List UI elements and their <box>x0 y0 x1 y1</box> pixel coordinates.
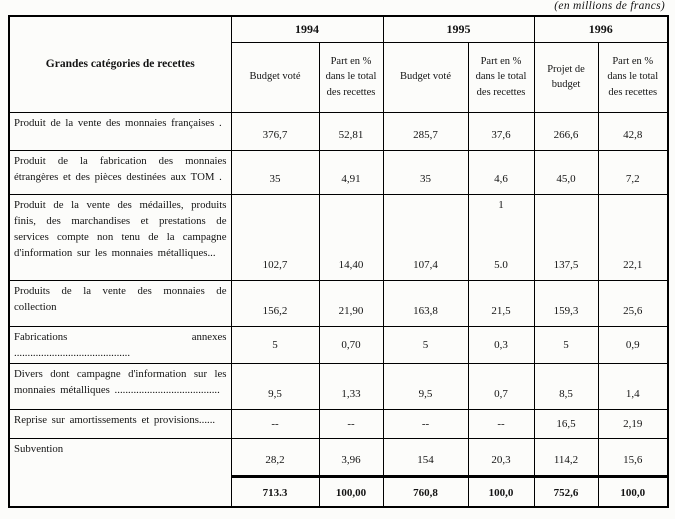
table-row <box>9 326 668 363</box>
table-row <box>9 112 668 150</box>
row-label: Divers dont campagne d'information sur les monnaies métalliques ....................................... <box>9 363 231 409</box>
row-label: Produits de la vente des monnaies de collection <box>9 280 231 326</box>
total-value: 752,6 <box>534 476 598 507</box>
cell-value: 8,5 <box>534 363 598 409</box>
row-label: Reprise sur amortissements et provisions...... <box>9 409 231 438</box>
header-year-row <box>9 16 668 42</box>
total-value: 760,8 <box>383 476 468 507</box>
cell-value: 9,5 <box>383 363 468 409</box>
table-row <box>9 280 668 326</box>
cell-value: 107,4 <box>383 194 468 280</box>
cell-value: 7,2 <box>598 150 668 194</box>
cell-value: -- <box>383 409 468 438</box>
total-value: 100,0 <box>598 476 668 507</box>
cell-value: 21,90 <box>319 280 383 326</box>
cell-value: 5 <box>534 326 598 363</box>
cell-value: 266,6 <box>534 112 598 150</box>
cell-value: 5 <box>231 326 319 363</box>
cell-value: 114,2 <box>534 438 598 476</box>
cell-value: 25,6 <box>598 280 668 326</box>
col-header-1994-budget: Budget voté <box>231 42 319 112</box>
cell-value: 15,6 <box>598 438 668 476</box>
cell-value: 45,0 <box>534 150 598 194</box>
cell-value: 0,9 <box>598 326 668 363</box>
col-header-1996-share: Part en % dans le total des recettes <box>598 42 668 112</box>
year-header-1996: 1996 <box>534 16 668 42</box>
row-label: Produit de la vente des médailles, produits finis, des marchandises et prestations de services compte non tenu de la campagne d'information sur les monnaies métalliques... <box>9 194 231 280</box>
cell-value: 5 <box>383 326 468 363</box>
cell-value: 376,7 <box>231 112 319 150</box>
cell-value: 285,7 <box>383 112 468 150</box>
budget-revenue-table <box>8 15 669 508</box>
cell-value: 35 <box>231 150 319 194</box>
cell-value: 163,8 <box>383 280 468 326</box>
row-label: Subvention <box>9 438 231 507</box>
cell-value: 42,8 <box>598 112 668 150</box>
table-row <box>9 438 668 476</box>
cell-value: 28,2 <box>231 438 319 476</box>
cell-value: 3,96 <box>319 438 383 476</box>
row-label: Produit de la fabrication des monnaies étrangères et des pièces destinées aux TOM . <box>9 150 231 194</box>
cell-value-fragment-bottom: 5.0 <box>494 258 508 271</box>
table-row <box>9 363 668 409</box>
cell-value: 37,6 <box>468 112 534 150</box>
cell-value: 102,7 <box>231 194 319 280</box>
cell-value: 52,81 <box>319 112 383 150</box>
cell-value: 21,5 <box>468 280 534 326</box>
cell-value: 159,3 <box>534 280 598 326</box>
total-value: 100,00 <box>319 476 383 507</box>
cell-value: -- <box>231 409 319 438</box>
cell-value: 0,3 <box>468 326 534 363</box>
table-row <box>9 150 668 194</box>
row-label: Produit de la vente des monnaies françaises . <box>9 112 231 150</box>
cell-value: 156,2 <box>231 280 319 326</box>
cell-value: -- <box>319 409 383 438</box>
total-value: 100,0 <box>468 476 534 507</box>
cell-value: 1,4 <box>598 363 668 409</box>
table-row <box>9 194 668 280</box>
corner-header: Grandes catégories de recettes <box>9 16 231 112</box>
table-row <box>9 409 668 438</box>
cell-value-split <box>468 194 534 280</box>
cell-value: 0,7 <box>468 363 534 409</box>
col-header-1995-budget: Budget voté <box>383 42 468 112</box>
col-header-1996-budget: Projet de budget <box>534 42 598 112</box>
col-header-1995-share: Part en % dans le total des recettes <box>468 42 534 112</box>
year-header-1995: 1995 <box>383 16 534 42</box>
cell-value: 154 <box>383 438 468 476</box>
cell-value: 14,40 <box>319 194 383 280</box>
col-header-1994-share: Part en % dans le total des recettes <box>319 42 383 112</box>
cell-value: 9,5 <box>231 363 319 409</box>
cell-value: -- <box>468 409 534 438</box>
cell-value: 20,3 <box>468 438 534 476</box>
cell-value: 4,6 <box>468 150 534 194</box>
total-value: 713.3 <box>231 476 319 507</box>
cell-value: 16,5 <box>534 409 598 438</box>
units-caption: (en millions de francs) <box>554 0 665 12</box>
year-header-1994: 1994 <box>231 16 383 42</box>
cell-value: 0,70 <box>319 326 383 363</box>
cell-value-fragment-top: 1 <box>498 198 504 211</box>
row-label: Fabrications annexes ........................................... <box>9 326 231 363</box>
cell-value: 4,91 <box>319 150 383 194</box>
cell-value: 2,19 <box>598 409 668 438</box>
cell-value: 22,1 <box>598 194 668 280</box>
cell-value: 137,5 <box>534 194 598 280</box>
cell-value: 35 <box>383 150 468 194</box>
cell-value: 1,33 <box>319 363 383 409</box>
